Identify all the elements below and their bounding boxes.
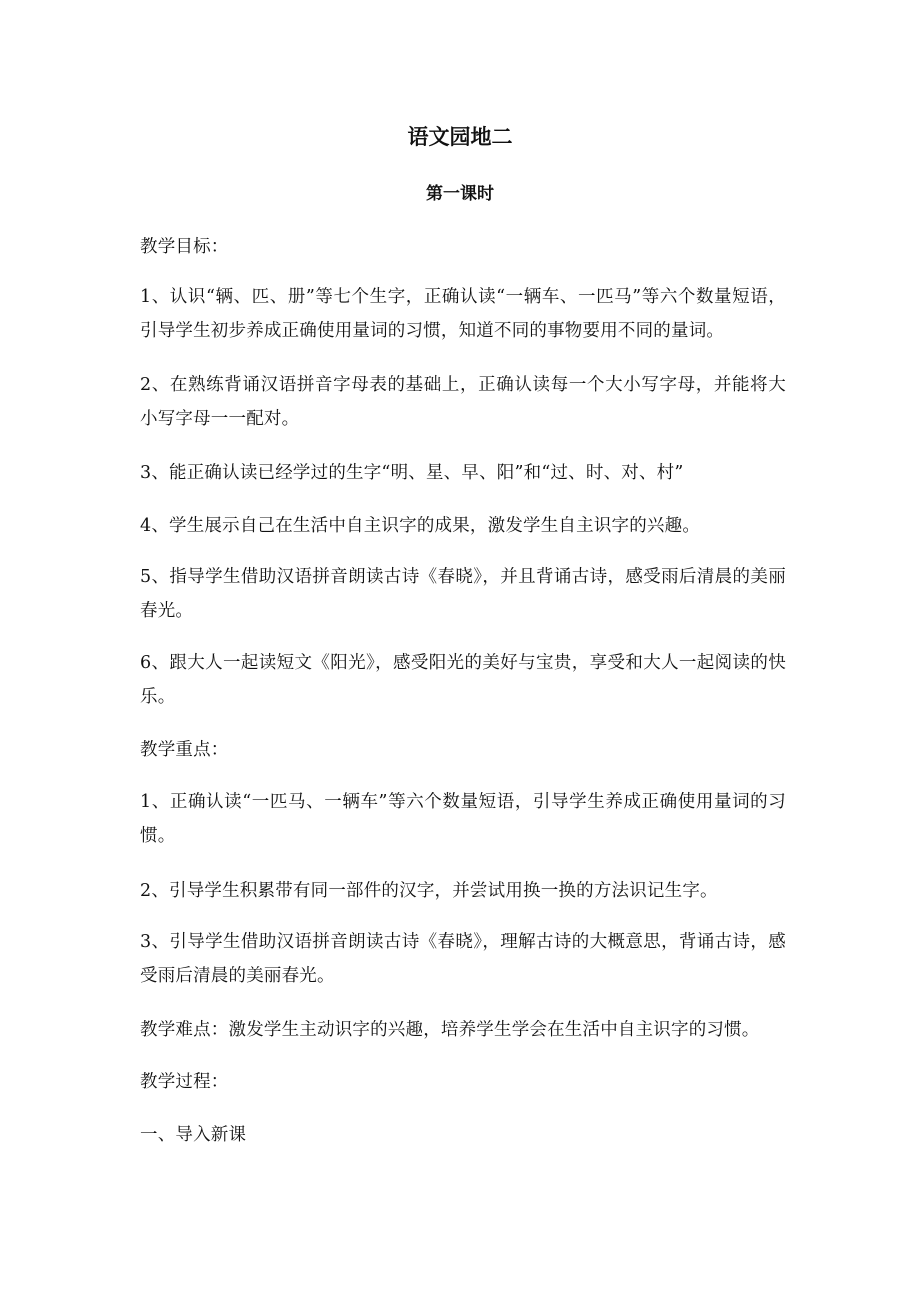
key-point-item-1: 1、正确认读“一匹马、一辆车”等六个数量短语，引导学生养成正确使用量词的习惯。 bbox=[140, 792, 786, 846]
key-points-heading: 教学重点： bbox=[140, 740, 229, 760]
difficulty-text: 教学难点：激发学生主动识字的兴趣，培养学生学会在生活中自主识字的习惯。 bbox=[140, 1020, 760, 1040]
goal-item-1: 1、认识“辆、匹、册”等七个生字，正确认读“一辆车、一匹马”等六个数量短语，引导学生初步养成正确使用量词的习惯，知道不同的事物要用不同的量词。 bbox=[140, 287, 786, 341]
key-point-item-2: 2、引导学生积累带有同一部件的汉字，并尝试用换一换的方法识记生字。 bbox=[140, 881, 718, 901]
goal-item-6: 6、跟大人一起读短文《阳光》，感受阳光的美好与宝贵，享受和大人一起阅读的快乐。 bbox=[140, 653, 786, 707]
key-point-item-3: 3、引导学生借助汉语拼音朗读古诗《春晓》，理解古诗的大概意思，背诵古诗，感受雨后清晨的美丽春光。 bbox=[140, 932, 786, 986]
goal-item-4: 4、学生展示自己在生活中自主识字的成果，激发学生自主识字的兴趣。 bbox=[140, 516, 701, 536]
process-heading: 教学过程： bbox=[140, 1072, 229, 1092]
section-heading-intro: 一、导入新课 bbox=[140, 1125, 247, 1145]
goals-heading: 教学目标： bbox=[140, 237, 229, 257]
goal-item-3: 3、能正确认读已经学过的生字“明、星、早、阳”和“过、时、对、村” bbox=[140, 463, 684, 483]
goal-item-5: 5、指导学生借助汉语拼音朗读古诗《春晓》，并且背诵古诗，感受雨后清晨的美丽春光。 bbox=[140, 567, 786, 621]
goal-item-2: 2、在熟练背诵汉语拼音字母表的基础上，正确认读每一个大小写字母，并能将大小写字母一一配对。 bbox=[140, 375, 786, 429]
document-subtitle: 第一课时 bbox=[426, 184, 494, 204]
document-title: 语文园地二 bbox=[407, 124, 513, 149]
